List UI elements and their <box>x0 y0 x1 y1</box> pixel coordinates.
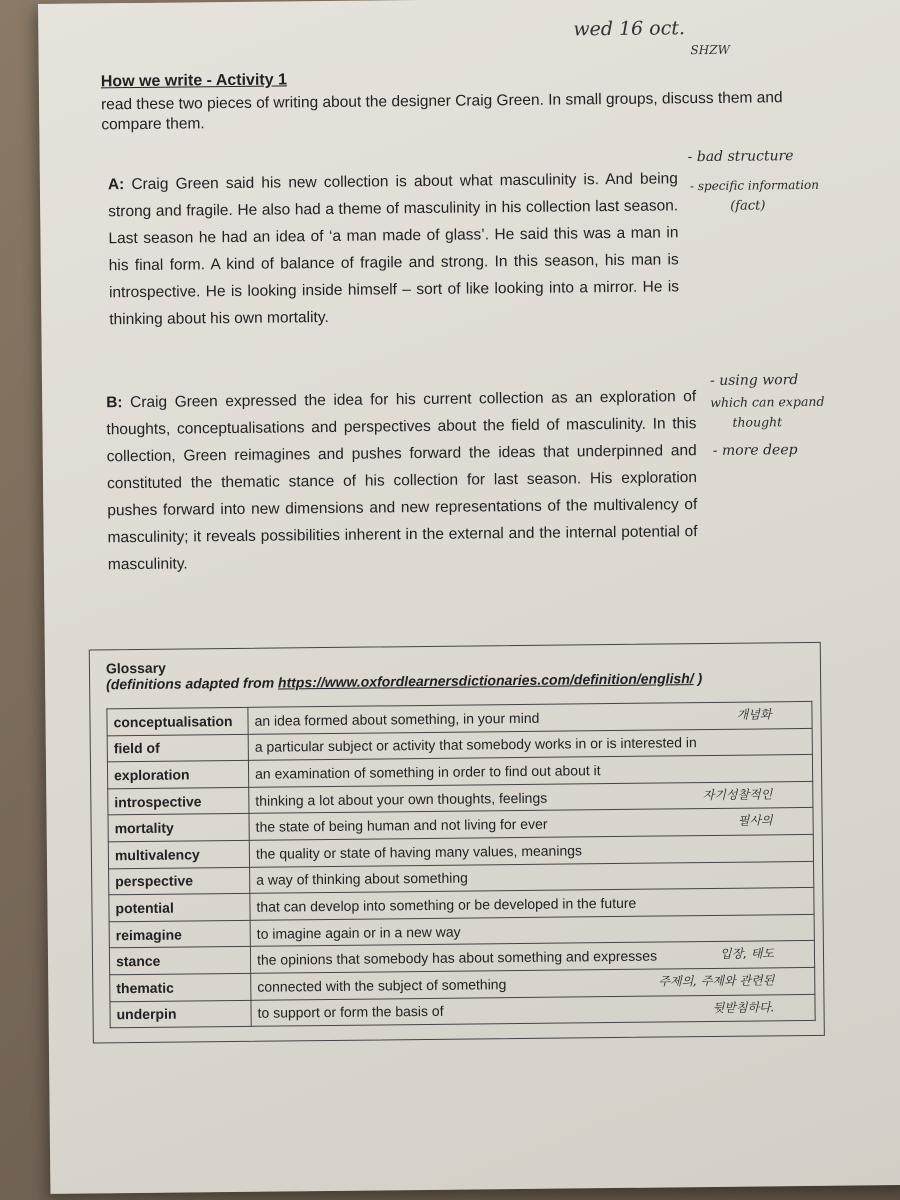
glossary-term: thematic <box>110 973 251 1001</box>
glossary-title: Glossary <box>105 659 166 677</box>
handwritten-note-b3: thought <box>732 414 783 430</box>
glossary-term: field of <box>107 734 248 762</box>
glossary-definition-text: a particular subject or activity that somebody works in or is interested in <box>254 734 697 756</box>
glossary-definition-text: thinking a lot about your own thoughts, feelings <box>255 789 548 809</box>
glossary-definition-text: that can develop into something or be developed in the future <box>256 894 637 915</box>
glossary-subtitle <box>106 670 702 692</box>
handwritten-note-a2: - specific information <box>689 177 820 194</box>
glossary-term: perspective <box>109 867 250 895</box>
glossary-term: reimagine <box>109 920 250 948</box>
handwritten-note-b2: which can expand <box>710 393 825 410</box>
glossary-subtitle-prefix: (definitions adapted from <box>106 674 279 693</box>
paragraph-a-label: A: <box>107 176 125 194</box>
paragraph-b-label: B: <box>106 394 123 412</box>
worksheet-paper <box>38 0 900 1194</box>
glossary-definition-text: connected with the subject of something <box>257 975 507 995</box>
handwritten-gloss-note: 개념화 <box>736 707 772 722</box>
glossary-term: exploration <box>107 761 248 789</box>
intro-text: read these two pieces of writing about the designer Craig Green. In small groups, discuss them and compare them. <box>100 89 783 134</box>
glossary-definition-text: the state of being human and not living for ever <box>255 815 548 835</box>
glossary-term: potential <box>109 893 250 921</box>
glossary-definition-text: the quality or state of having many values, meanings <box>255 842 583 862</box>
glossary-term: conceptualisation <box>107 707 248 735</box>
glossary-term: underpin <box>110 1000 251 1028</box>
paragraph-b <box>106 383 698 578</box>
glossary-definition-text: the opinions that somebody has about something and expresses <box>256 947 658 968</box>
handwritten-note-a3: (fact) <box>730 198 766 214</box>
glossary-term: mortality <box>108 814 249 842</box>
glossary-term: introspective <box>108 787 249 815</box>
handwritten-initials: SHZW <box>690 42 730 58</box>
handwritten-gloss-note: 필사의 <box>737 813 773 829</box>
glossary-term: stance <box>109 947 250 975</box>
handwritten-gloss-note: 뒷받침하다. <box>712 999 775 1015</box>
glossary-source-link[interactable]: https://www.oxfordlearnersdictionaries.com/definition/english/ <box>277 670 694 691</box>
glossary-box <box>89 642 825 1044</box>
handwritten-gloss-note: 자기성찰적인 <box>702 787 773 802</box>
page-title: How we write - Activity 1 <box>100 71 288 91</box>
glossary-term: multivalency <box>108 840 249 868</box>
glossary-subtitle-suffix: ) <box>693 670 703 687</box>
paragraph-b-text: Craig Green expressed the idea for his current collection as an exploration of thoughts, conceptualisations and perspectives about the field of masculinity. In this collection, Green reimagines and pushes forward the ideas that underpinned and constituted the thematic stance of his collection for last season. His exploration pushes forward into new dimensions and new representations of the multivalency of masculinity; it reveals possibilities inherent in the external and the internal potential of masculinity. <box>106 388 698 574</box>
handwritten-note-b4: - more deep <box>712 442 798 459</box>
paragraph-a <box>108 165 680 333</box>
handwritten-note-a1: - bad structure <box>687 148 794 166</box>
glossary-definition-text: a way of thinking about something <box>256 869 468 889</box>
handwritten-gloss-note: 입장, 태도 <box>719 946 775 962</box>
handwritten-date: wed 16 oct. <box>573 17 686 41</box>
handwritten-gloss-note: 주제의, 주제와 관련된 <box>658 973 775 989</box>
glossary-definition-text: to support or form the basis of <box>257 1003 444 1022</box>
paragraph-a-text: Craig Green said his new collection is about what masculinity is. And being strong and fragile. He also had a theme of masculinity in his collection last season. Last season he had an idea of ‘a man made of glass’. He said this was a man in his final form. A kind of balance of fragile and strong. In this season, his man is introspective. He is looking inside himself – sort of like looking into a mirror. He is thinking about his own mortality. <box>108 170 680 329</box>
glossary-definition-text: an examination of something in order to find out about it <box>254 762 601 782</box>
glossary-table <box>106 701 815 1029</box>
glossary-definition-text: to imagine again or in a new way <box>256 923 461 942</box>
glossary-definition <box>251 994 815 1026</box>
glossary-definition-text: an idea formed about something, in your mind <box>254 709 540 729</box>
handwritten-note-b1: - using word <box>709 372 799 389</box>
